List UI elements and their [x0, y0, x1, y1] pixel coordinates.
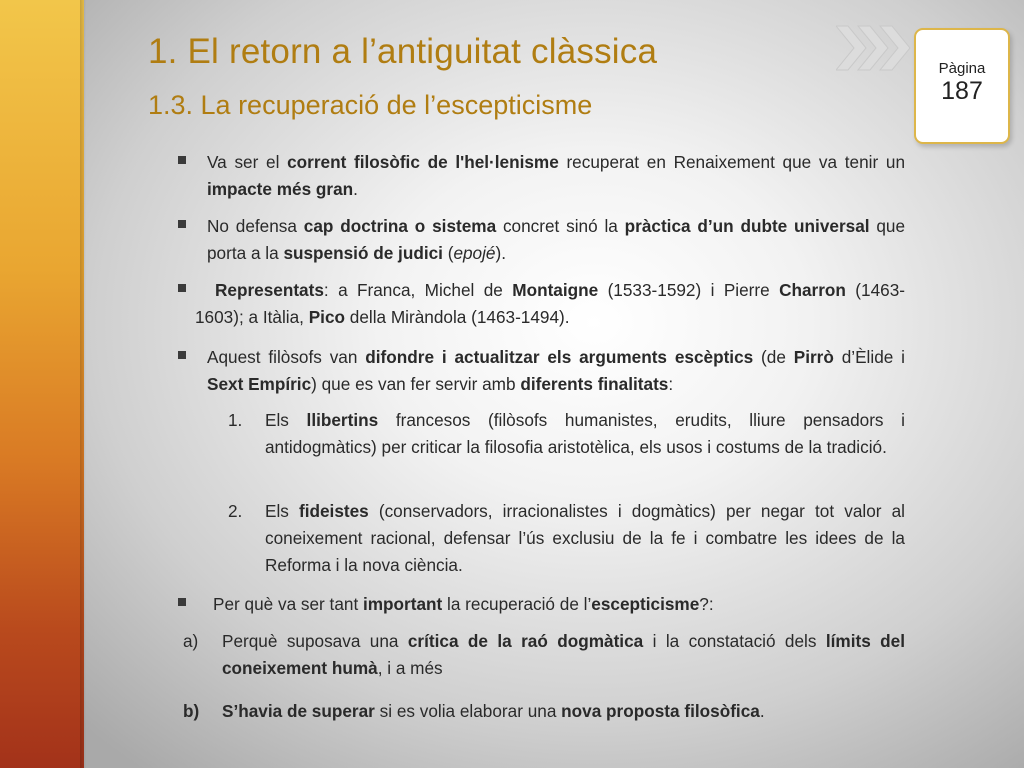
lettered-paragraph: [222, 698, 905, 725]
text-run: Per què va ser tant: [213, 594, 363, 614]
text-run: (: [442, 243, 454, 263]
text-run: (1463-1603); a Itàlia,: [195, 280, 905, 327]
bold-text: Sext Empíric: [207, 374, 312, 394]
text-run: Aquest filòsofs van: [207, 347, 366, 367]
text-run: si es volia elaborar una: [374, 701, 562, 721]
text-run: concret sinó la: [496, 216, 625, 236]
bold-text: crítica de la raó dogmàtica: [407, 631, 644, 651]
text-run: .: [353, 179, 358, 199]
text-run: ).: [495, 243, 506, 263]
text-run: recuperat en Renaixement que va tenir un: [558, 152, 906, 172]
text-run: :: [668, 374, 674, 394]
lettered-paragraph: [222, 628, 905, 682]
bold-text: corrent filosòfic de l'hel·lenisme: [287, 152, 559, 172]
text-run: (de: [753, 347, 794, 367]
text-run: Els: [265, 410, 307, 430]
bold-text: Representats: [215, 280, 324, 300]
text-run: ?:: [699, 594, 714, 614]
list-letter: b): [183, 701, 200, 721]
bold-text: S’havia de superar: [222, 701, 375, 721]
text-run: i la constatació dels: [643, 631, 826, 651]
bullet-paragraph: [213, 591, 905, 618]
page-number: 187: [941, 77, 983, 105]
bold-text: diferents finalitats: [520, 374, 669, 394]
bullet-paragraph: [207, 149, 905, 203]
bullet-paragraph: [207, 213, 905, 267]
bold-text: pràctica d’un dubte universal: [624, 216, 870, 236]
bullet-icon: [178, 284, 186, 292]
bold-text: fideistes: [299, 501, 369, 521]
bullet-icon: [178, 351, 186, 359]
bold-text: escepticisme: [591, 594, 700, 614]
numbered-paragraph: [265, 407, 905, 461]
bullet-paragraph: [195, 277, 905, 331]
text-run: .: [759, 701, 765, 721]
text-run: d’Èlide i: [833, 347, 905, 367]
bullet-paragraph: [207, 344, 905, 398]
slide-subtitle: 1.3. La recuperació de l’escepticisme: [148, 90, 593, 120]
list-letter: a): [183, 631, 199, 651]
text-run: que porta a la: [207, 216, 906, 263]
bullet-icon: [178, 598, 186, 606]
text-run: Perquè suposava una: [222, 631, 408, 651]
text-run: francesos (filòsofs humanistes, erudits, lliure pensadors i antidogmàtics) per criticar la filosofia aristotèlica, els usos i costums de la tradició.: [265, 410, 905, 457]
bold-text: límits del coneixement humà: [222, 631, 905, 678]
text-run: No defensa: [207, 216, 304, 236]
text-run: la recuperació de l’: [442, 594, 592, 614]
text-run: (1533-1592) i Pierre: [598, 280, 780, 300]
bold-text: Pirrò: [793, 347, 834, 367]
text-run: , i a més: [377, 658, 443, 678]
bold-text: llibertins: [306, 410, 379, 430]
bullet-icon: [178, 156, 186, 164]
text-run: della Miràndola (1463-1494).: [345, 307, 570, 327]
slide-title: 1. El retorn a l’antiguitat clàssica: [148, 32, 658, 71]
list-number: 2.: [228, 501, 243, 521]
page-label: Pàgina: [938, 60, 986, 77]
bullet-icon: [178, 220, 186, 228]
bold-text: nova proposta filosòfica: [561, 701, 760, 721]
bold-text: impacte més gran: [207, 179, 354, 199]
bold-text: Montaigne: [512, 280, 599, 300]
text-run: : a Franca, Michel de: [323, 280, 513, 300]
list-number: 1.: [228, 410, 243, 430]
bold-text: suspensió de judici: [283, 243, 443, 263]
italic-text: epojé: [453, 243, 496, 263]
numbered-paragraph: [265, 498, 905, 579]
text-run: ) que es van fer servir amb: [311, 374, 521, 394]
bold-text: Charron: [779, 280, 846, 300]
bold-text: difondre i actualitzar els arguments escèptics: [365, 347, 754, 367]
bold-text: Pico: [308, 307, 345, 327]
text-run: Va ser el: [207, 152, 288, 172]
bold-text: cap doctrina o sistema: [303, 216, 497, 236]
text-run: Els: [265, 501, 299, 521]
bold-text: important: [363, 594, 443, 614]
text-run: (conservadors, irracionalistes i dogmàtics) per negar tot valor al coneixement racional, defensar l’ús exclusiu de la fe i combatre les idees de la Reforma i la nova ciència.: [265, 501, 905, 575]
